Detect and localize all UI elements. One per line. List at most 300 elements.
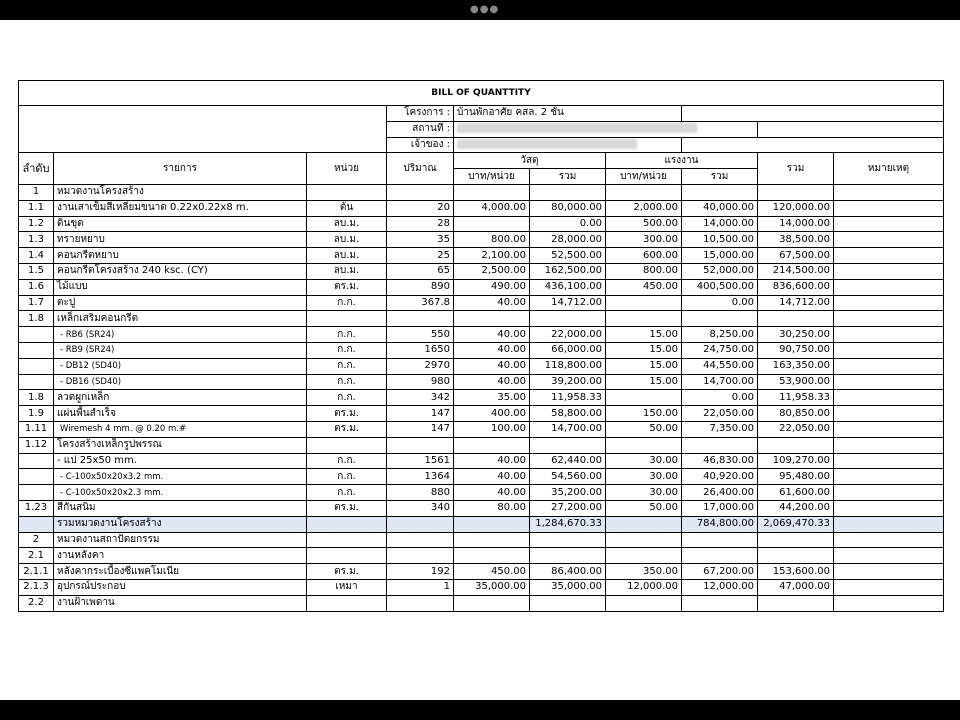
cell-no: 2.1.3 [19,579,54,595]
boq-table [18,80,944,612]
cell-no [19,516,54,532]
cell-labor-unit-price: 30.00 [606,485,682,501]
cell-remark [834,248,944,264]
cell-quantity: 2970 [387,358,454,374]
cell-unit: ก.ก. [307,342,387,358]
cell-material-unit-price: 800.00 [454,232,530,248]
cell-no: 1.11 [19,421,54,437]
cell-no [19,342,54,358]
cell-total: 153,600.00 [758,564,834,580]
cell-description: คอนกรีตโครงสร้าง 240 ksc. (CY) [54,263,307,279]
cell-labor-sum: 26,400.00 [682,485,758,501]
cell-quantity: 147 [387,421,454,437]
cell-description: หลังคากระเบื้องซีแพคโมเนีย [54,564,307,580]
cell-total: 11,958.33 [758,390,834,406]
cell-labor-sum: 14,700.00 [682,374,758,390]
cell-total: 53,900.00 [758,374,834,390]
table-row [19,595,944,611]
cell-labor-unit-price [606,595,682,611]
cell-material-unit-price [454,516,530,532]
cell-description: ทรายหยาบ [54,232,307,248]
cell-remark [834,532,944,548]
cell-labor-sum: 784,800.00 [682,516,758,532]
cell-material-sum: 35,000.00 [530,579,606,595]
cell-material-unit-price: 40.00 [454,453,530,469]
cell-remark [834,311,944,327]
cell-description: งานเสาเข็มสี่เหลี่ยมขนาด 0.22x0.22x8 m. [54,200,307,216]
cell-unit: ตร.ม. [307,564,387,580]
cell-material-unit-price: 2,500.00 [454,263,530,279]
cell-material-sum: 14,700.00 [530,421,606,437]
cell-unit [307,184,387,200]
cell-labor-unit-price: 350.00 [606,564,682,580]
cell-unit: ก.ก. [307,295,387,311]
cell-remark [834,263,944,279]
cell-material-sum: 62,440.00 [530,453,606,469]
table-row [19,500,944,516]
cell-description: - RB6 (SR24) [54,327,307,343]
owner-label: เจ้าของ : [387,137,454,153]
cell-no: 1.6 [19,279,54,295]
cell-labor-sum [682,532,758,548]
redacted-owner [457,139,637,149]
cell-no: 1.1 [19,200,54,216]
table-row [19,421,944,437]
cell-remark [834,327,944,343]
cell-labor-sum [682,311,758,327]
cell-labor-sum: 8,250.00 [682,327,758,343]
cell-labor-unit-price: 600.00 [606,248,682,264]
cell-total: 80,850.00 [758,406,834,422]
cell-quantity: 890 [387,279,454,295]
cell-no: 1.9 [19,406,54,422]
cell-quantity: 550 [387,327,454,343]
cell-material-unit-price: 450.00 [454,564,530,580]
header-total: รวม [758,153,834,185]
cell-material-unit-price [454,595,530,611]
cell-quantity: 1561 [387,453,454,469]
owner-value [454,137,682,153]
cell-no: 1.7 [19,295,54,311]
table-row [19,453,944,469]
cell-no: 2.2 [19,595,54,611]
cell-labor-unit-price: 50.00 [606,421,682,437]
cell-no [19,327,54,343]
cell-quantity: 980 [387,374,454,390]
cell-unit [307,437,387,453]
cell-remark [834,595,944,611]
more-options-icon[interactable]: ●●● [470,4,500,15]
cell-material-unit-price [454,548,530,564]
table-row [19,216,944,232]
cell-quantity: 1650 [387,342,454,358]
cell-no [19,358,54,374]
cell-total [758,184,834,200]
cell-labor-unit-price: 15.00 [606,358,682,374]
location-extra [758,121,944,137]
table-row [19,374,944,390]
cell-unit: ก.ก. [307,390,387,406]
cell-total: 44,200.00 [758,500,834,516]
cell-material-unit-price: 490.00 [454,279,530,295]
cell-remark [834,453,944,469]
cell-quantity [387,311,454,327]
redacted-location [457,123,697,133]
cell-unit: ก.ก. [307,485,387,501]
header-labor: แรงงาน [606,153,758,169]
cell-total: 14,000.00 [758,216,834,232]
cell-material-unit-price: 40.00 [454,374,530,390]
cell-description: - DB12 (SD40) [54,358,307,374]
cell-description: - C-100x50x20x3.2 mm. [54,469,307,485]
cell-labor-sum [682,437,758,453]
cell-unit: ก.ก. [307,469,387,485]
cell-labor-sum: 10,500.00 [682,232,758,248]
table-row [19,390,944,406]
cell-description: ลวดผูกเหล็ก [54,390,307,406]
cell-description: ตะปู [54,295,307,311]
cell-unit: ตร.ม. [307,421,387,437]
cell-quantity [387,516,454,532]
cell-labor-sum: 40,920.00 [682,469,758,485]
cell-unit: ก.ก. [307,327,387,343]
table-row [19,248,944,264]
cell-unit: ต้น [307,200,387,216]
cell-labor-sum: 14,000.00 [682,216,758,232]
cell-quantity [387,184,454,200]
table-row [19,516,944,532]
cell-material-unit-price [454,311,530,327]
header-material-unit-price: บาท/หน่วย [454,169,530,185]
cell-unit: ก.ก. [307,453,387,469]
cell-material-sum: 0.00 [530,216,606,232]
cell-no: 1.23 [19,500,54,516]
cell-total: 109,270.00 [758,453,834,469]
cell-total [758,548,834,564]
cell-unit [307,311,387,327]
cell-labor-sum: 17,000.00 [682,500,758,516]
cell-quantity: 192 [387,564,454,580]
header-remark: หมายเหตุ [834,153,944,185]
cell-quantity [387,595,454,611]
cell-material-sum [530,437,606,453]
cell-unit: ลบ.ม. [307,263,387,279]
cell-labor-unit-price: 450.00 [606,279,682,295]
location-value [454,121,758,137]
cell-labor-unit-price: 2,000.00 [606,200,682,216]
cell-no: 2 [19,532,54,548]
table-row [19,327,944,343]
cell-labor-unit-price [606,311,682,327]
cell-labor-unit-price: 30.00 [606,453,682,469]
cell-material-unit-price: 40.00 [454,469,530,485]
cell-remark [834,216,944,232]
cell-material-unit-price [454,532,530,548]
cell-total: 90,750.00 [758,342,834,358]
cell-total: 47,000.00 [758,579,834,595]
cell-remark [834,485,944,501]
cell-total: 22,050.00 [758,421,834,437]
cell-no: 1.3 [19,232,54,248]
cell-material-sum [530,595,606,611]
cell-quantity: 35 [387,232,454,248]
cell-material-unit-price [454,216,530,232]
cell-remark [834,500,944,516]
cell-description: - C-100x50x20x2.3 mm. [54,485,307,501]
cell-labor-unit-price [606,516,682,532]
cell-description: รวมหมวดงานโครงสร้าง [54,516,307,532]
cell-quantity: 147 [387,406,454,422]
cell-unit: ตร.ม. [307,500,387,516]
cell-no [19,485,54,501]
cell-quantity [387,548,454,564]
cell-material-unit-price [454,184,530,200]
document-title: BILL OF QUANTTITY [19,81,944,106]
table-row [19,532,944,548]
cell-labor-sum: 12,000.00 [682,579,758,595]
cell-no [19,469,54,485]
cell-remark [834,406,944,422]
cell-labor-sum [682,595,758,611]
cell-total: 95,480.00 [758,469,834,485]
header-labor-unit-price: บาท/หน่วย [606,169,682,185]
cell-material-unit-price: 40.00 [454,342,530,358]
cell-total: 836,600.00 [758,279,834,295]
cell-labor-unit-price: 12,000.00 [606,579,682,595]
cell-quantity: 1 [387,579,454,595]
top-bar [0,0,960,20]
cell-labor-unit-price: 150.00 [606,406,682,422]
meta-blank [19,106,387,153]
cell-quantity: 342 [387,390,454,406]
cell-no: 1.12 [19,437,54,453]
cell-total: 120,000.00 [758,200,834,216]
cell-remark [834,564,944,580]
cell-unit: ลบ.ม. [307,248,387,264]
cell-material-sum: 54,560.00 [530,469,606,485]
cell-material-sum [530,184,606,200]
table-row [19,184,944,200]
cell-description: - RB9 (SR24) [54,342,307,358]
header-material: วัสดุ [454,153,606,169]
cell-remark [834,548,944,564]
cell-material-sum: 66,000.00 [530,342,606,358]
cell-material-unit-price: 400.00 [454,406,530,422]
cell-quantity: 367.8 [387,295,454,311]
cell-labor-unit-price: 15.00 [606,374,682,390]
cell-labor-sum: 22,050.00 [682,406,758,422]
cell-remark [834,200,944,216]
cell-total: 30,250.00 [758,327,834,343]
cell-total [758,595,834,611]
cell-material-unit-price: 40.00 [454,485,530,501]
cell-description: - แป 25x50 mm. [54,453,307,469]
cell-total [758,311,834,327]
cell-unit: ก.ก. [307,358,387,374]
cell-labor-sum [682,184,758,200]
table-row [19,342,944,358]
location-label: สถานที่ : [387,121,454,137]
table-row [19,295,944,311]
cell-material-unit-price: 80.00 [454,500,530,516]
cell-remark [834,421,944,437]
cell-unit: ลบ.ม. [307,232,387,248]
cell-description: เหล็กเสริมคอนกรีต [54,311,307,327]
cell-material-sum: 39,200.00 [530,374,606,390]
cell-labor-unit-price: 30.00 [606,469,682,485]
cell-labor-sum: 15,000.00 [682,248,758,264]
cell-material-sum: 118,800.00 [530,358,606,374]
cell-material-sum: 1,284,670.33 [530,516,606,532]
cell-material-sum: 35,200.00 [530,485,606,501]
cell-quantity: 880 [387,485,454,501]
cell-labor-unit-price [606,437,682,453]
cell-quantity: 20 [387,200,454,216]
cell-remark [834,579,944,595]
cell-no: 1.4 [19,248,54,264]
cell-description: โครงสร้างเหล็กรูปพรรณ [54,437,307,453]
cell-description: คอนกรีตหยาบ [54,248,307,264]
cell-remark [834,295,944,311]
cell-quantity: 28 [387,216,454,232]
cell-labor-unit-price [606,295,682,311]
header-unit: หน่วย [307,153,387,185]
cell-remark [834,358,944,374]
cell-labor-sum: 44,550.00 [682,358,758,374]
cell-material-unit-price: 35,000.00 [454,579,530,595]
cell-labor-unit-price: 800.00 [606,263,682,279]
table-row [19,437,944,453]
cell-unit [307,532,387,548]
cell-labor-sum [682,548,758,564]
cell-unit: เหมา [307,579,387,595]
table-row [19,232,944,248]
cell-remark [834,469,944,485]
cell-description: - DB16 (SD40) [54,374,307,390]
cell-unit: ก.ก. [307,374,387,390]
table-row [19,200,944,216]
cell-labor-sum: 52,000.00 [682,263,758,279]
cell-total: 163,350.00 [758,358,834,374]
cell-quantity [387,532,454,548]
cell-material-unit-price: 40.00 [454,295,530,311]
cell-material-unit-price: 100.00 [454,421,530,437]
cell-remark [834,516,944,532]
header-no: ลำดับ [19,153,54,185]
cell-material-sum: 27,200.00 [530,500,606,516]
cell-labor-sum: 67,200.00 [682,564,758,580]
cell-quantity: 25 [387,248,454,264]
cell-description: สีกันสนิม [54,500,307,516]
cell-material-unit-price: 2,100.00 [454,248,530,264]
cell-quantity: 65 [387,263,454,279]
cell-labor-unit-price: 15.00 [606,327,682,343]
cell-no: 2.1 [19,548,54,564]
bottom-bar [0,700,960,720]
header-material-sum: รวม [530,169,606,185]
table-row [19,469,944,485]
cell-material-unit-price: 40.00 [454,358,530,374]
cell-no: 1 [19,184,54,200]
cell-quantity: 1364 [387,469,454,485]
cell-labor-sum: 400,500.00 [682,279,758,295]
cell-quantity [387,437,454,453]
cell-material-sum: 162,500.00 [530,263,606,279]
cell-unit: ตร.ม. [307,279,387,295]
table-row [19,579,944,595]
cell-total: 67,500.00 [758,248,834,264]
cell-remark [834,390,944,406]
spreadsheet-page [0,20,960,700]
cell-material-sum: 58,800.00 [530,406,606,422]
cell-material-unit-price: 4,000.00 [454,200,530,216]
cell-description: หมวดงานโครงสร้าง [54,184,307,200]
cell-no [19,453,54,469]
cell-total: 14,712.00 [758,295,834,311]
cell-labor-sum: 24,750.00 [682,342,758,358]
table-row [19,263,944,279]
cell-labor-sum: 7,350.00 [682,421,758,437]
table-row [19,279,944,295]
cell-material-sum: 436,100.00 [530,279,606,295]
cell-material-sum [530,532,606,548]
cell-total: 2,069,470.33 [758,516,834,532]
cell-total: 214,500.00 [758,263,834,279]
cell-unit [307,595,387,611]
cell-remark [834,232,944,248]
project-extra [682,106,944,122]
cell-material-sum: 52,500.00 [530,248,606,264]
cell-labor-sum: 0.00 [682,295,758,311]
cell-material-sum: 11,958.33 [530,390,606,406]
cell-remark [834,437,944,453]
cell-labor-unit-price [606,184,682,200]
cell-labor-unit-price [606,532,682,548]
cell-labor-unit-price: 300.00 [606,232,682,248]
cell-material-unit-price: 35.00 [454,390,530,406]
cell-description: Wiremesh 4 mm. @ 0.20 m.# [54,421,307,437]
cell-material-sum [530,548,606,564]
header-labor-sum: รวม [682,169,758,185]
project-label: โครงการ : [387,106,454,122]
cell-total: 38,500.00 [758,232,834,248]
cell-material-unit-price: 40.00 [454,327,530,343]
cell-no: 2.1.1 [19,564,54,580]
cell-total: 61,600.00 [758,485,834,501]
cell-no: 1.8 [19,311,54,327]
cell-no [19,374,54,390]
table-row [19,358,944,374]
cell-labor-unit-price [606,390,682,406]
cell-material-unit-price [454,437,530,453]
cell-labor-unit-price: 50.00 [606,500,682,516]
cell-labor-unit-price [606,548,682,564]
cell-description: อุปกรณ์ประกอบ [54,579,307,595]
cell-remark [834,279,944,295]
cell-remark [834,342,944,358]
header-item: รายการ [54,153,307,185]
cell-remark [834,184,944,200]
cell-total [758,437,834,453]
cell-unit: ลบ.ม. [307,216,387,232]
cell-remark [834,374,944,390]
cell-material-sum [530,311,606,327]
cell-labor-unit-price: 500.00 [606,216,682,232]
table-row [19,564,944,580]
cell-description: แผ่นพื้นสำเร็จ [54,406,307,422]
table-row [19,311,944,327]
cell-unit [307,548,387,564]
